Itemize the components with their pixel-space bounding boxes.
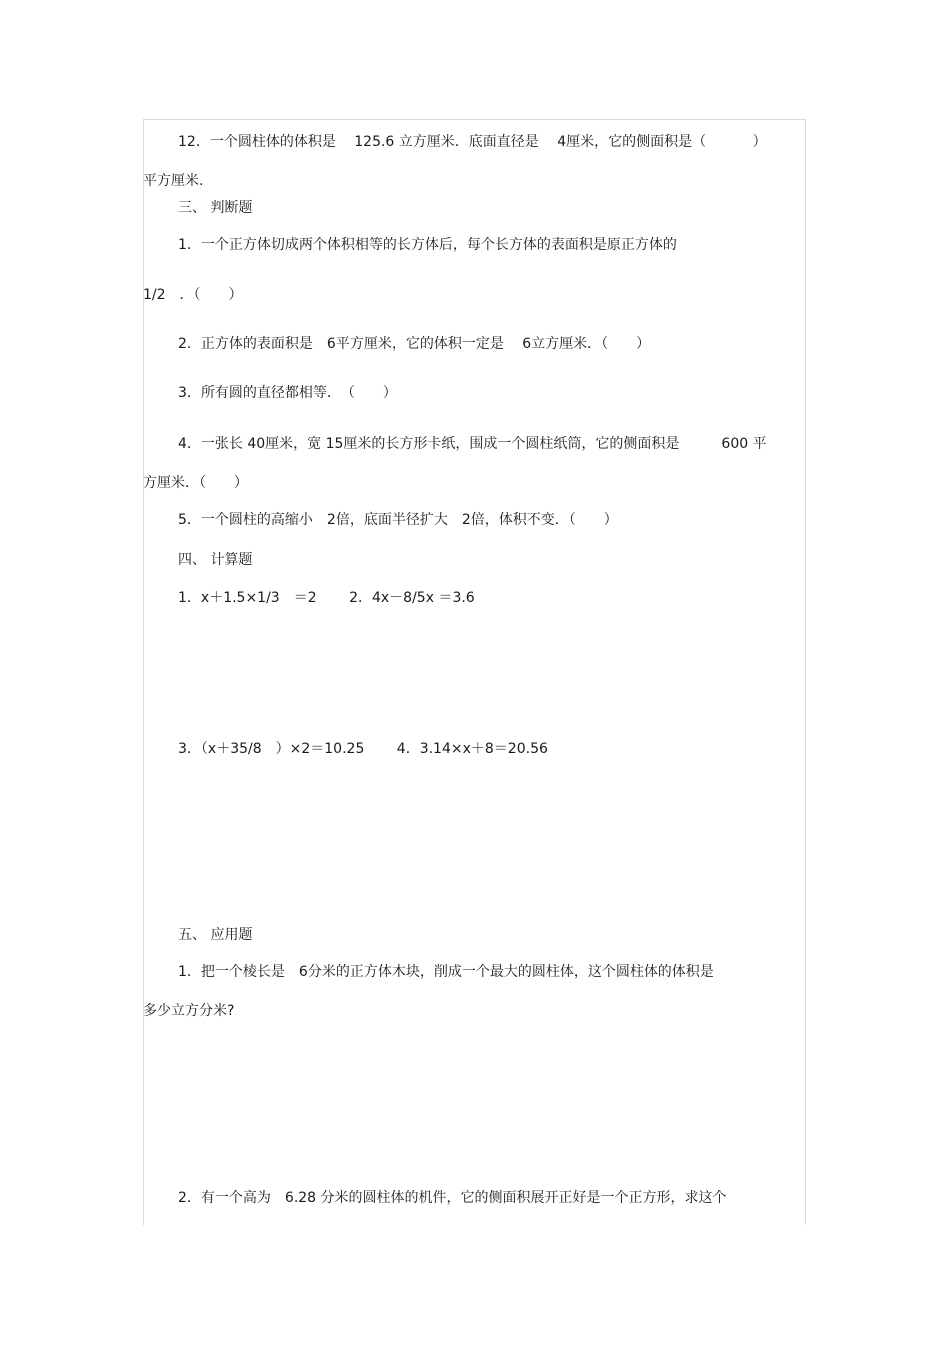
- judge-q5-text: 5．一个圆柱的高缩小 2倍，底面半径扩大 2倍，体积不变．（ ）: [178, 512, 618, 528]
- judge-q1-text: 1．一个正方体切成两个体积相等的长方体后，每个长方体的表面积是原正方体的: [178, 237, 677, 253]
- calc-q3-q4-text: 3．（x＋35/8 ）×2＝10.25 4．3.14×x＋8＝20.56: [178, 741, 548, 757]
- q12-text: 12．一个圆柱体的体积是 125.6 立方厘米．底面直径是 4厘米，它的侧面积是（ ）: [178, 134, 767, 150]
- page-frame: [143, 119, 806, 1225]
- app-q1-text: 1．把一个棱长是 6分米的正方体木块，削成一个最大的圆柱体，这个圆柱体的体积是: [178, 964, 714, 980]
- app-q2-text: 2．有一个高为 6.28 分米的圆柱体的机件，它的侧面积展开正好是一个正方形，求这个: [178, 1190, 727, 1206]
- calc-q1-q2-text: 1．x＋1.5×1/3 ＝2 2．4x－8/5x ＝3.6: [178, 590, 475, 606]
- judge-q4-text-cont: 方厘米．（ ）: [143, 475, 248, 491]
- section-4-heading: 四、 计算题: [178, 552, 253, 568]
- section-3-heading: 三、 判断题: [178, 200, 253, 216]
- judge-q4-text: 4．一张长 40厘米，宽 15厘米的长方形卡纸，围成一个圆柱纸筒，它的侧面积是 600 平: [178, 436, 767, 452]
- judge-q1-text-cont: 1/2 ．（ ）: [143, 287, 243, 303]
- app-q1-text-cont: 多少立方分米?: [143, 1003, 235, 1019]
- judge-q2-text: 2．正方体的表面积是 6平方厘米，它的体积一定是 6立方厘米．（ ）: [178, 336, 651, 352]
- judge-q3-text: 3．所有圆的直径都相等． （ ）: [178, 385, 397, 401]
- section-5-heading: 五、 应用题: [178, 927, 253, 943]
- q12-text-cont: 平方厘米.: [143, 173, 204, 189]
